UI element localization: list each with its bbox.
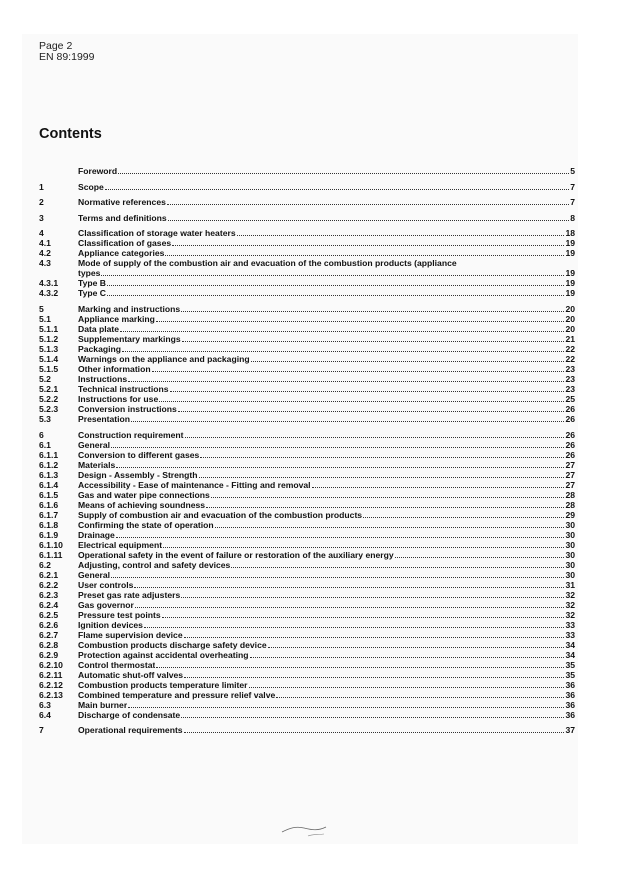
toc-page-number: 5 bbox=[570, 166, 575, 176]
toc-page-number: 30 bbox=[565, 539, 575, 550]
toc-section-number: 5.1.4 bbox=[39, 353, 59, 364]
toc-page-number: 7 bbox=[570, 197, 575, 208]
toc-section-number: 6.2.2 bbox=[39, 579, 59, 590]
toc-entry[interactable] bbox=[39, 344, 575, 354]
toc-section-title: Technical instructions bbox=[78, 383, 169, 394]
toc-section-number: 4.2 bbox=[39, 248, 51, 259]
toc-section-title: Normative references bbox=[78, 197, 166, 208]
toc-section-number: 6.1.6 bbox=[39, 499, 59, 510]
toc-page-number: 8 bbox=[570, 212, 575, 223]
toc-dot-leader bbox=[215, 527, 565, 528]
toc-page-number: 30 bbox=[565, 569, 575, 580]
toc-section-title: Type C bbox=[78, 288, 107, 299]
toc-section-title: Automatic shut-off valves bbox=[78, 669, 184, 680]
toc-section-number: 5.1.1 bbox=[39, 323, 59, 334]
toc-section-number: 5.2.2 bbox=[39, 393, 59, 404]
toc-page-number: 19 bbox=[565, 238, 575, 249]
toc-page-number: 27 bbox=[565, 479, 575, 490]
toc-dot-leader bbox=[185, 437, 565, 438]
toc-dot-leader bbox=[159, 401, 564, 402]
toc-page-number: 32 bbox=[565, 589, 575, 600]
toc-section-title: Protection against accidental overheating bbox=[78, 649, 249, 660]
toc-section-title: Design - Assembly - Strength bbox=[78, 469, 198, 480]
toc-section-number: 1 bbox=[39, 181, 44, 192]
toc-entry[interactable] bbox=[39, 440, 575, 450]
toc-section-title: Type B bbox=[78, 278, 107, 289]
toc-entry[interactable] bbox=[39, 213, 575, 223]
toc-section-title: Confirming the state of operation bbox=[78, 519, 214, 530]
toc-section-title: Mode of supply of the combustion air and evacuation of the combustion products (appliance bbox=[78, 258, 457, 269]
toc-entry[interactable] bbox=[39, 460, 575, 470]
toc-section-title: Means of achieving soundness bbox=[78, 499, 206, 510]
toc-entry[interactable] bbox=[39, 166, 575, 176]
toc-page-number: 19 bbox=[565, 248, 575, 259]
toc-section-number: 6.2.8 bbox=[39, 639, 59, 650]
toc-section-number: 6.2.13 bbox=[39, 689, 63, 700]
toc-page-number: 20 bbox=[565, 313, 575, 324]
toc-section-title: Flame supervision device bbox=[78, 629, 183, 640]
toc-page-number: 28 bbox=[565, 489, 575, 500]
toc-section-number: 6.1.7 bbox=[39, 509, 59, 520]
toc-dot-leader bbox=[206, 507, 564, 508]
toc-page-number: 36 bbox=[565, 679, 575, 690]
toc-dot-leader bbox=[200, 457, 564, 458]
toc-entry[interactable] bbox=[39, 640, 575, 650]
toc-section-number: 5.2.1 bbox=[39, 383, 59, 394]
toc-section-number: 6.1.10 bbox=[39, 539, 63, 550]
toc-dot-leader bbox=[105, 189, 569, 190]
toc-section-title: Ignition devices bbox=[78, 619, 143, 630]
toc-section-number: 7 bbox=[39, 725, 44, 736]
toc-page-number: 37 bbox=[565, 725, 575, 736]
toc-dot-leader bbox=[168, 220, 570, 221]
toc-entry[interactable] bbox=[39, 630, 575, 640]
toc-entry[interactable] bbox=[39, 710, 575, 720]
toc-entry[interactable] bbox=[39, 288, 575, 298]
toc-section-title: Scope bbox=[78, 181, 104, 192]
toc-page-number: 30 bbox=[565, 529, 575, 540]
toc-page-number: 34 bbox=[565, 639, 575, 650]
toc-entry[interactable] bbox=[39, 690, 575, 700]
toc-entry[interactable] bbox=[39, 238, 575, 248]
toc-section-title: Foreword bbox=[78, 166, 118, 176]
toc-page-number: 21 bbox=[565, 333, 575, 344]
toc-section-title: Terms and definitions bbox=[78, 212, 167, 223]
toc-section-number: 5.2.3 bbox=[39, 403, 59, 414]
toc-section-number: 4.1 bbox=[39, 238, 51, 249]
toc-page-number: 33 bbox=[565, 629, 575, 640]
toc-dot-leader bbox=[181, 311, 564, 312]
toc-dot-leader bbox=[268, 647, 565, 648]
toc-section-number: 5 bbox=[39, 303, 44, 314]
toc-entry[interactable] bbox=[39, 520, 575, 530]
toc-entry[interactable] bbox=[39, 384, 575, 394]
toc-page-number: 23 bbox=[565, 363, 575, 374]
toc-section-number: 6.1 bbox=[39, 439, 51, 450]
toc-page-number: 26 bbox=[565, 429, 575, 440]
toc-page-number: 19 bbox=[565, 288, 575, 299]
pen-scribble-mark bbox=[278, 822, 338, 838]
toc-dot-leader bbox=[170, 391, 565, 392]
toc-section-title: Accessibility - Ease of maintenance - Fitting and removal bbox=[78, 479, 311, 490]
standard-reference: EN 89:1999 bbox=[39, 51, 95, 63]
toc-entry[interactable] bbox=[39, 560, 575, 570]
toc-section-title: Appliance categories bbox=[78, 248, 165, 259]
toc-entry[interactable] bbox=[39, 404, 575, 414]
page-number: Page 2 bbox=[39, 40, 73, 52]
toc-entry[interactable] bbox=[39, 670, 575, 680]
toc-entry[interactable] bbox=[39, 550, 575, 560]
toc-section-title: Combustion products discharge safety device bbox=[78, 639, 267, 650]
toc-dot-leader bbox=[101, 275, 564, 276]
toc-entry[interactable] bbox=[39, 650, 575, 660]
toc-dot-leader bbox=[122, 351, 564, 352]
toc-dot-leader bbox=[128, 381, 564, 382]
toc-entry[interactable] bbox=[39, 620, 575, 630]
toc-page-number: 30 bbox=[565, 519, 575, 530]
toc-dot-leader bbox=[111, 577, 564, 578]
toc-dot-leader bbox=[250, 657, 565, 658]
table-of-contents bbox=[39, 166, 575, 735]
toc-section-title: Instructions for use bbox=[78, 393, 159, 404]
toc-dot-leader bbox=[111, 447, 564, 448]
toc-page-number: 27 bbox=[565, 469, 575, 480]
toc-section-title: Packaging bbox=[78, 343, 121, 354]
toc-page-number: 20 bbox=[565, 303, 575, 314]
toc-section-number: 6.1.9 bbox=[39, 529, 59, 540]
toc-page-number: 19 bbox=[565, 268, 575, 279]
toc-section-number: 6.2.10 bbox=[39, 659, 63, 670]
toc-section-number: 6.2.4 bbox=[39, 599, 59, 610]
toc-section-number: 6.2.12 bbox=[39, 679, 63, 690]
toc-section-title: Pressure test points bbox=[78, 609, 161, 620]
toc-section-number: 4.3.1 bbox=[39, 278, 59, 289]
toc-entry[interactable] bbox=[39, 324, 575, 334]
toc-section-title: Other information bbox=[78, 363, 151, 374]
toc-section-number: 6.1.11 bbox=[39, 549, 63, 560]
toc-section-number: 6.2.7 bbox=[39, 629, 59, 640]
page-header bbox=[39, 41, 94, 63]
toc-section-number: 5.1.3 bbox=[39, 343, 59, 354]
toc-page-number: 22 bbox=[565, 353, 575, 364]
toc-entry[interactable] bbox=[39, 700, 575, 710]
toc-entry[interactable] bbox=[39, 364, 575, 374]
toc-page-number: 26 bbox=[565, 439, 575, 450]
toc-entry[interactable] bbox=[39, 600, 575, 610]
toc-section-number: 6.1.4 bbox=[39, 479, 59, 490]
toc-section-number: 6.1.2 bbox=[39, 459, 59, 470]
toc-section-title: Combined temperature and pressure relief valve bbox=[78, 689, 276, 700]
toc-section-title: Electrical equipment bbox=[78, 539, 163, 550]
toc-dot-leader bbox=[312, 487, 565, 488]
toc-section-title: Operational requirements bbox=[78, 725, 183, 736]
toc-section-number: 6.1.3 bbox=[39, 469, 59, 480]
toc-dot-leader bbox=[162, 617, 565, 618]
toc-dot-leader bbox=[211, 497, 565, 498]
toc-dot-leader bbox=[237, 235, 565, 236]
toc-entry[interactable] bbox=[39, 304, 575, 314]
toc-entry[interactable] bbox=[39, 510, 575, 520]
toc-entry[interactable] bbox=[39, 182, 575, 192]
toc-section-title: General bbox=[78, 569, 111, 580]
toc-section-number: 6.2.5 bbox=[39, 609, 59, 620]
toc-page-number: 7 bbox=[570, 181, 575, 192]
toc-section-number: 3 bbox=[39, 212, 44, 223]
toc-entry[interactable] bbox=[39, 314, 575, 324]
toc-dot-leader bbox=[144, 627, 564, 628]
toc-entry[interactable] bbox=[39, 490, 575, 500]
toc-entry[interactable] bbox=[39, 660, 575, 670]
toc-section-number: 5.3 bbox=[39, 413, 51, 424]
toc-section-title: Discharge of condensate bbox=[78, 709, 181, 720]
contents-heading: Contents bbox=[39, 126, 102, 142]
toc-page-number: 19 bbox=[565, 278, 575, 289]
toc-section-title: Main burner bbox=[78, 699, 128, 710]
toc-section-title: Instructions bbox=[78, 373, 128, 384]
toc-section-title: Preset gas rate adjusters bbox=[78, 589, 181, 600]
toc-section-title: Classification of gases bbox=[78, 238, 172, 249]
toc-section-number: 4 bbox=[39, 228, 44, 239]
toc-entry[interactable] bbox=[39, 570, 575, 580]
toc-section-number: 6.3 bbox=[39, 699, 51, 710]
toc-page-number: 33 bbox=[565, 619, 575, 630]
toc-dot-leader bbox=[135, 607, 565, 608]
toc-dot-leader bbox=[249, 687, 565, 688]
toc-entry[interactable] bbox=[39, 500, 575, 510]
toc-entry[interactable] bbox=[39, 530, 575, 540]
toc-entry[interactable] bbox=[39, 197, 575, 207]
toc-dot-leader bbox=[107, 285, 564, 286]
toc-dot-leader bbox=[165, 255, 564, 256]
toc-entry[interactable] bbox=[39, 450, 575, 460]
toc-section-title: Combustion products temperature limiter bbox=[78, 679, 248, 690]
toc-entry[interactable] bbox=[39, 268, 575, 278]
toc-dot-leader bbox=[178, 411, 565, 412]
toc-section-title: types bbox=[78, 268, 101, 279]
toc-section-number: 6.2.3 bbox=[39, 589, 59, 600]
toc-dot-leader bbox=[172, 245, 564, 246]
toc-section-title: User controls bbox=[78, 579, 134, 590]
toc-dot-leader bbox=[251, 361, 565, 362]
toc-section-number: 6.1.1 bbox=[39, 449, 59, 460]
toc-dot-leader bbox=[181, 597, 564, 598]
toc-section-title: Classification of storage water heaters bbox=[78, 228, 236, 239]
toc-section-title: Conversion instructions bbox=[78, 403, 177, 414]
toc-dot-leader bbox=[181, 717, 564, 718]
toc-section-number: 6.1.5 bbox=[39, 489, 59, 500]
toc-page-number: 26 bbox=[565, 413, 575, 424]
toc-page-number: 18 bbox=[565, 228, 575, 239]
toc-section-number: 6.4 bbox=[39, 709, 51, 720]
toc-section-number: 6.2.6 bbox=[39, 619, 59, 630]
toc-section-title: Control thermostat bbox=[78, 659, 156, 670]
toc-page-number: 26 bbox=[565, 449, 575, 460]
toc-dot-leader bbox=[156, 667, 564, 668]
toc-entry[interactable] bbox=[39, 228, 575, 238]
toc-section-title: Gas and water pipe connections bbox=[78, 489, 210, 500]
toc-entry[interactable] bbox=[39, 540, 575, 550]
toc-section-number: 2 bbox=[39, 197, 44, 208]
toc-dot-leader bbox=[163, 547, 564, 548]
toc-section-number: 6.2 bbox=[39, 559, 51, 570]
toc-entry[interactable] bbox=[39, 374, 575, 384]
toc-entry[interactable] bbox=[39, 680, 575, 690]
toc-page-number: 32 bbox=[565, 609, 575, 620]
toc-entry[interactable] bbox=[39, 354, 575, 364]
toc-page-number: 23 bbox=[565, 383, 575, 394]
toc-section-title: Materials bbox=[78, 459, 116, 470]
toc-dot-leader bbox=[152, 371, 565, 372]
toc-entry[interactable] bbox=[39, 725, 575, 735]
toc-entry[interactable] bbox=[39, 278, 575, 288]
toc-dot-leader bbox=[395, 557, 565, 558]
toc-dot-leader bbox=[118, 173, 569, 174]
toc-page-number: 29 bbox=[565, 509, 575, 520]
toc-page-number: 27 bbox=[565, 459, 575, 470]
toc-dot-leader bbox=[131, 421, 564, 422]
toc-dot-leader bbox=[167, 204, 569, 205]
toc-section-number: 5.1.5 bbox=[39, 363, 59, 374]
toc-page-number: 31 bbox=[565, 579, 575, 590]
toc-section-title: Supplementary markings bbox=[78, 333, 181, 344]
toc-dot-leader bbox=[116, 467, 564, 468]
toc-section-number: 6.2.9 bbox=[39, 649, 59, 660]
toc-section-number: 5.2 bbox=[39, 373, 51, 384]
toc-entry[interactable] bbox=[39, 430, 575, 440]
toc-dot-leader bbox=[199, 477, 565, 478]
toc-section-number: 6.2.11 bbox=[39, 669, 63, 680]
toc-section-number: 6 bbox=[39, 429, 44, 440]
toc-section-title: Supply of combustion air and evacuation of the combustion products bbox=[78, 509, 363, 520]
toc-section-title: Warnings on the appliance and packaging bbox=[78, 353, 250, 364]
toc-page-number: 34 bbox=[565, 649, 575, 660]
toc-page-number: 28 bbox=[565, 499, 575, 510]
toc-dot-leader bbox=[184, 637, 565, 638]
toc-page-number: 23 bbox=[565, 373, 575, 384]
toc-entry[interactable] bbox=[39, 258, 575, 268]
toc-section-title: Marking and instructions bbox=[78, 303, 181, 314]
toc-page-number: 35 bbox=[565, 669, 575, 680]
toc-entry[interactable] bbox=[39, 480, 575, 490]
toc-page-number: 20 bbox=[565, 323, 575, 334]
toc-page-number: 36 bbox=[565, 699, 575, 710]
toc-page-number: 26 bbox=[565, 403, 575, 414]
toc-section-title: General bbox=[78, 439, 111, 450]
toc-section-title: Data plate bbox=[78, 323, 120, 334]
toc-section-title: Conversion to different gases bbox=[78, 449, 200, 460]
toc-page-number: 36 bbox=[565, 689, 575, 700]
toc-section-title: Presentation bbox=[78, 413, 131, 424]
toc-page-number: 36 bbox=[565, 709, 575, 720]
toc-section-title: Drainage bbox=[78, 529, 115, 540]
toc-entry[interactable] bbox=[39, 470, 575, 480]
toc-section-number: 6.2.1 bbox=[39, 569, 59, 580]
toc-entry[interactable] bbox=[39, 248, 575, 258]
toc-entry[interactable] bbox=[39, 580, 575, 590]
toc-section-number: 6.1.8 bbox=[39, 519, 59, 530]
toc-page-number: 35 bbox=[565, 659, 575, 670]
toc-dot-leader bbox=[128, 707, 564, 708]
toc-dot-leader bbox=[134, 587, 564, 588]
toc-section-title: Appliance marking bbox=[78, 313, 155, 324]
toc-dot-leader bbox=[363, 517, 564, 518]
toc-dot-leader bbox=[116, 537, 565, 538]
toc-dot-leader bbox=[231, 567, 564, 568]
toc-dot-leader bbox=[107, 295, 564, 296]
toc-section-number: 4.3 bbox=[39, 258, 51, 269]
toc-dot-leader bbox=[184, 732, 565, 733]
toc-entry[interactable] bbox=[39, 610, 575, 620]
toc-dot-leader bbox=[182, 341, 565, 342]
toc-page-number: 32 bbox=[565, 599, 575, 610]
toc-page-number: 30 bbox=[565, 549, 575, 560]
toc-dot-leader bbox=[276, 697, 564, 698]
toc-page-number: 25 bbox=[565, 393, 575, 404]
toc-entry[interactable] bbox=[39, 590, 575, 600]
toc-section-number: 5.1.2 bbox=[39, 333, 59, 344]
toc-dot-leader bbox=[156, 321, 565, 322]
toc-dot-leader bbox=[120, 331, 564, 332]
toc-section-title: Gas governor bbox=[78, 599, 134, 610]
toc-section-number: 5.1 bbox=[39, 313, 51, 324]
toc-section-title: Operational safety in the event of failure or restoration of the auxiliary energy bbox=[78, 549, 394, 560]
toc-section-title: Adjusting, control and safety devices bbox=[78, 559, 231, 570]
toc-page-number: 22 bbox=[565, 343, 575, 354]
toc-entry[interactable] bbox=[39, 334, 575, 344]
toc-section-number: 4.3.2 bbox=[39, 288, 59, 299]
toc-page-number: 30 bbox=[565, 559, 575, 570]
toc-dot-leader bbox=[184, 677, 564, 678]
toc-entry[interactable] bbox=[39, 394, 575, 404]
toc-entry[interactable] bbox=[39, 414, 575, 424]
toc-section-title: Construction requirement bbox=[78, 429, 184, 440]
